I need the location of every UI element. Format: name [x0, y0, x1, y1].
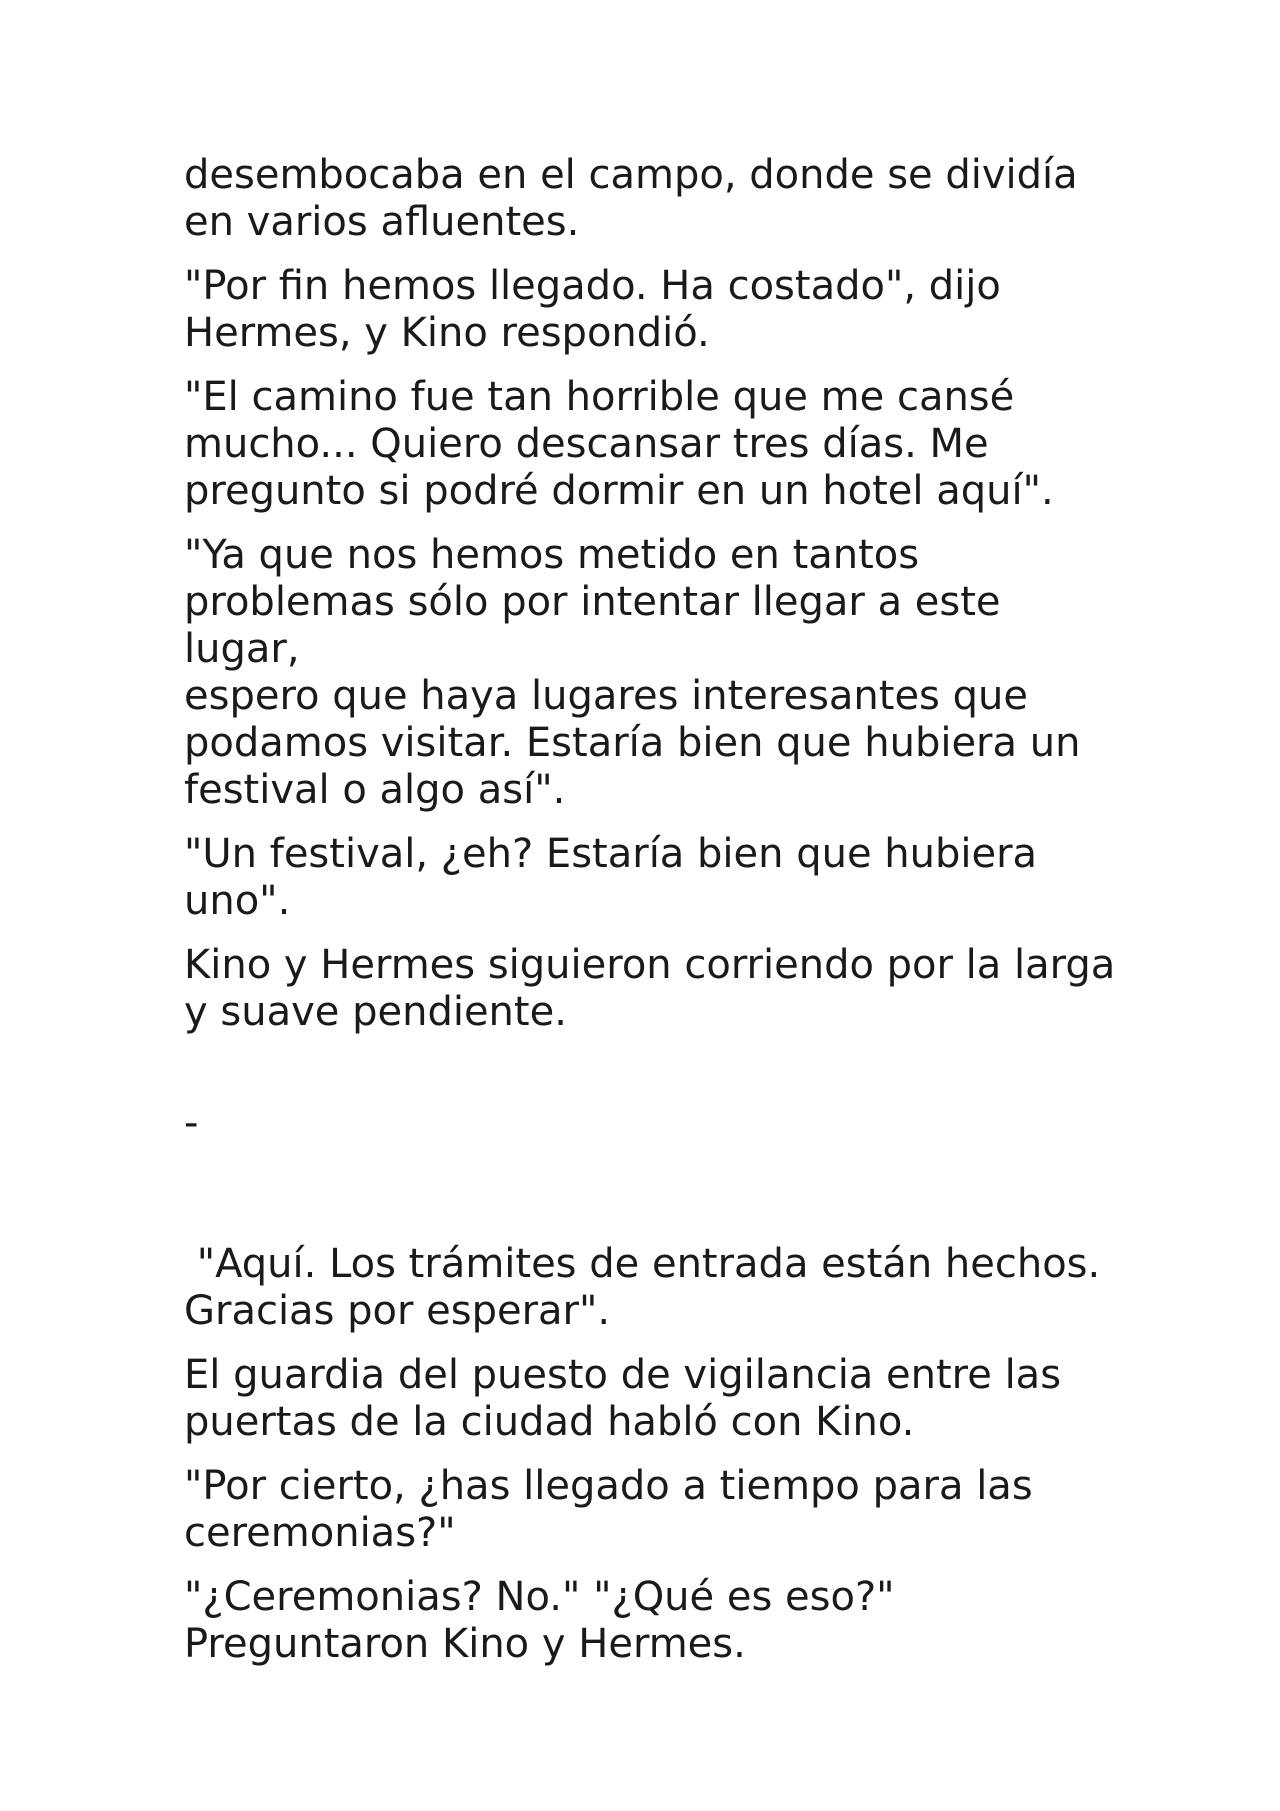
section-gap — [184, 1147, 1124, 1241]
paragraph: "Por fin hemos llegado. Ha costado", dijo Hermes, y Kino respondió. — [184, 263, 1001, 356]
paragraph: "¿Ceremonias? No." "¿Qué es eso?" Preguntaron Kino y Hermes. — [184, 1574, 895, 1667]
paragraph: desembocaba en el campo, donde se dividía en varios afluentes. — [184, 152, 1078, 245]
paragraph: "El camino fue tan horrible que me cansé mucho... Quiero descansar tres días. Me pregunto si podré dormir en un hotel aquí". — [184, 374, 1054, 514]
paragraph: Kino y Hermes siguieron corriendo por la larga y suave pendiente. — [184, 942, 1116, 1035]
paragraph: "Un festival, ¿eh? Estaría bien que hubiera uno". — [184, 831, 1038, 924]
paragraph: "Ya que nos hemos metido en tantos problemas sólo por intentar llegar a este lugar, espero que haya lugares interesantes que podamos visitar. Estaría bien que hubiera un festival o algo así". — [184, 532, 1081, 813]
paragraph: El guardia del puesto de vigilancia entre las puertas de la ciudad habló con Kino. — [184, 1352, 1062, 1445]
section-separator: - — [184, 1100, 199, 1146]
paragraph: "Aquí. Los trámites de entrada están hechos. Gracias por esperar". — [184, 1241, 1101, 1334]
text-body — [184, 152, 1124, 1685]
paragraph: "Por cierto, ¿has llegado a tiempo para las ceremonias?" — [184, 1463, 1033, 1556]
